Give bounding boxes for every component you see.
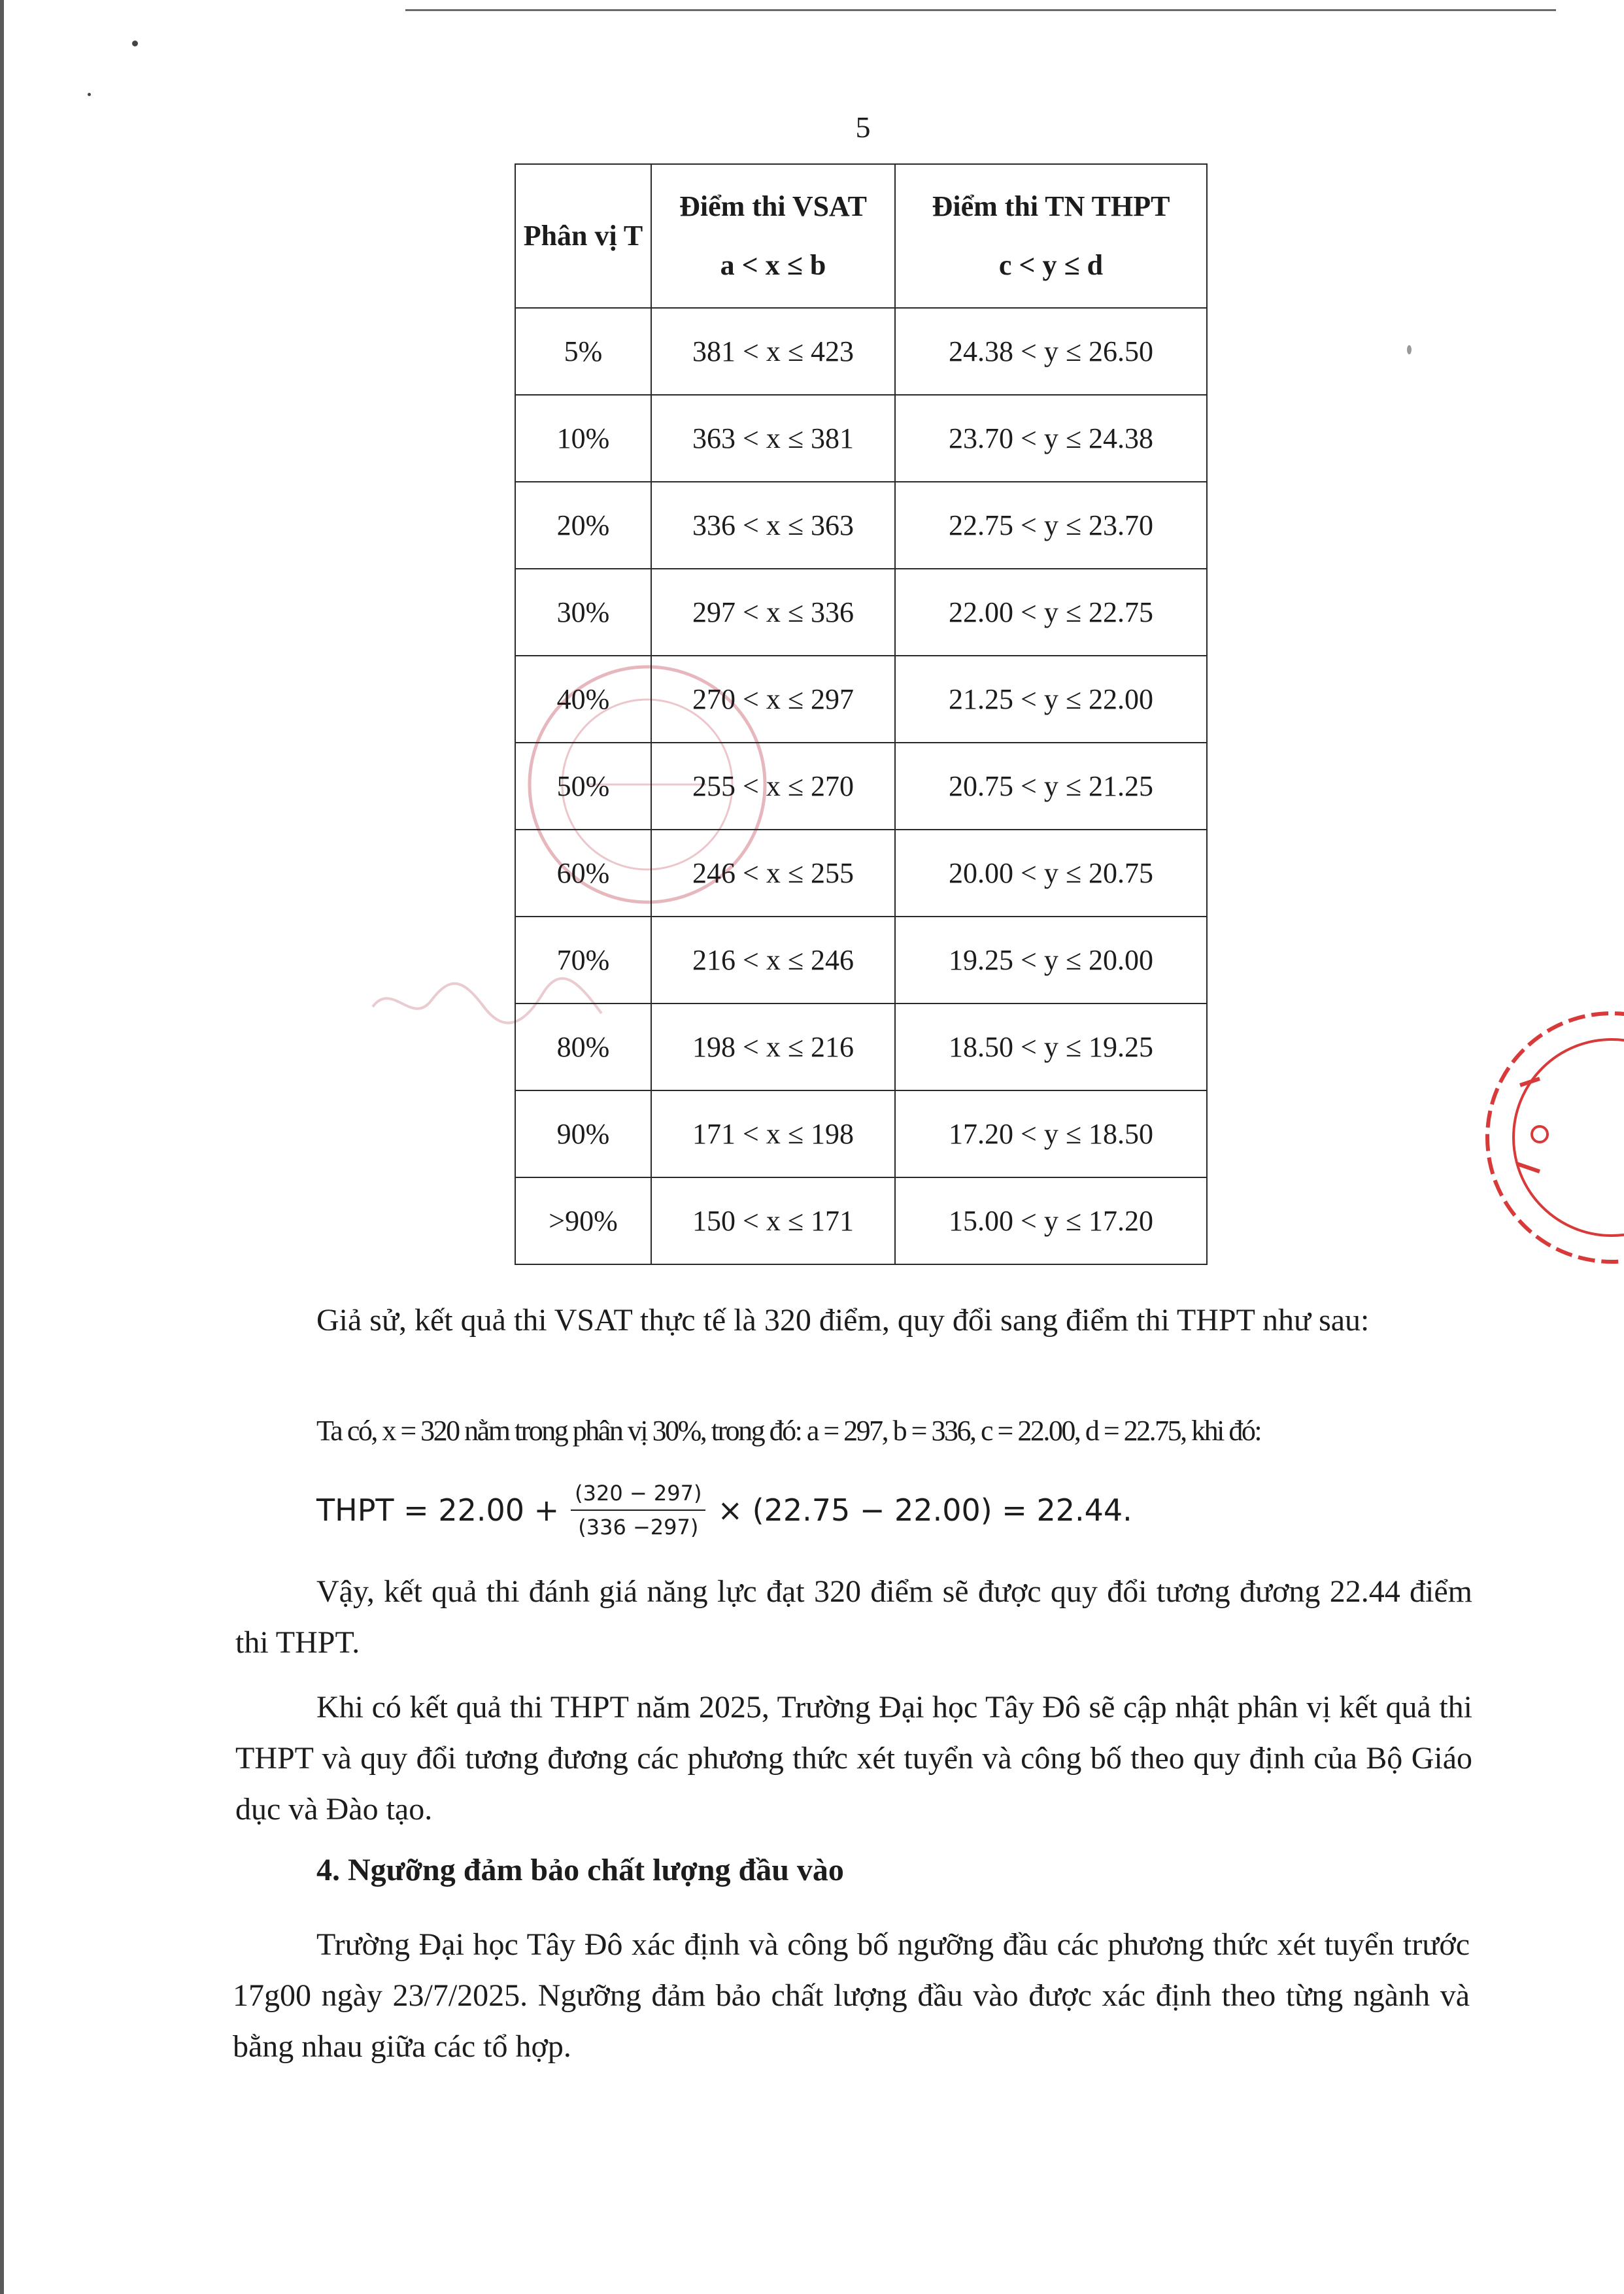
percentile-cell: >90% [515, 1177, 651, 1264]
page-number: 5 [855, 110, 871, 144]
thpt-range-cell: 17.20 < y ≤ 18.50 [895, 1090, 1207, 1177]
scan-speck [132, 41, 138, 46]
percentile-cell: 70% [515, 917, 651, 1004]
thpt-range-cell: 22.75 < y ≤ 23.70 [895, 482, 1207, 569]
header-thpt: Điểm thi TN THPT c < y ≤ d [895, 164, 1207, 308]
table-header-row [515, 164, 1207, 308]
formula-numerator: (320 − 297) [571, 1481, 705, 1511]
scan-speck [1407, 345, 1412, 354]
percentile-cell: 30% [515, 569, 651, 656]
vsat-range-cell: 216 < x ≤ 246 [651, 917, 895, 1004]
vsat-range-cell: 381 < x ≤ 423 [651, 308, 895, 395]
conclusion-paragraph: Vậy, kết quả thi đánh giá năng lực đạt 320 điểm sẽ được quy đổi tương đương 22.44 điểm thi THPT. [235, 1574, 1472, 1660]
table-row [515, 395, 1207, 482]
percentile-cell: 80% [515, 1004, 651, 1090]
table-row [515, 830, 1207, 917]
vsat-range-cell: 246 < x ≤ 255 [651, 830, 895, 917]
vsat-range-cell: 171 < x ≤ 198 [651, 1090, 895, 1177]
table-row [515, 917, 1207, 1004]
percentile-cell: 20% [515, 482, 651, 569]
example-paragraph: Giả sử, kết quả thi VSAT thực tế là 320 điểm, quy đổi sang điểm thi THPT như sau: [316, 1303, 1370, 1338]
percentile-table [515, 163, 1208, 1265]
scan-speck [88, 93, 91, 96]
official-stamp-icon [1442, 1000, 1624, 1281]
section-heading: 4. Ngưỡng đảm bảo chất lượng đầu vào [316, 1853, 844, 1887]
formula-lhs: THPT = 22.00 + [316, 1493, 560, 1528]
vsat-range-cell: 198 < x ≤ 216 [651, 1004, 895, 1090]
thpt-range-cell: 20.00 < y ≤ 20.75 [895, 830, 1207, 917]
vsat-range-cell: 363 < x ≤ 381 [651, 395, 895, 482]
table-row [515, 743, 1207, 830]
thpt-range-cell: 19.25 < y ≤ 20.00 [895, 917, 1207, 1004]
scan-top-line [405, 9, 1556, 11]
vsat-range-cell: 270 < x ≤ 297 [651, 656, 895, 743]
header-vsat: Điểm thi VSAT a < x ≤ b [651, 164, 895, 308]
update-paragraph: Khi có kết quả thi THPT năm 2025, Trường Đại học Tây Đô sẽ cập nhật phân vị kết quả thi THPT và quy đổi tương đương các phương thức xét tuyển và công bố theo quy định của Bộ Giáo dục và Đào tạo. [235, 1690, 1472, 1827]
table-row [515, 1004, 1207, 1090]
table-row [515, 482, 1207, 569]
vsat-range-cell: 297 < x ≤ 336 [651, 569, 895, 656]
vsat-range-cell: 150 < x ≤ 171 [651, 1177, 895, 1264]
percentile-cell: 60% [515, 830, 651, 917]
percentile-cell: 40% [515, 656, 651, 743]
percentile-cell: 10% [515, 395, 651, 482]
threshold-paragraph: Trường Đại học Tây Đô xác định và công bố ngưỡng đầu các phương thức xét tuyển trước 17g00 ngày 23/7/2025. Ngưỡng đảm bảo chất lượng đầu vào được xác định theo từng ngành và bằng nhau giữa các tổ hợp. [233, 1927, 1470, 2064]
thpt-range-cell: 18.50 < y ≤ 19.25 [895, 1004, 1207, 1090]
conversion-formula [316, 1468, 1132, 1553]
scan-edge [0, 0, 4, 2294]
table-row [515, 656, 1207, 743]
header-percentile: Phân vị T [515, 164, 651, 308]
thpt-range-cell: 21.25 < y ≤ 22.00 [895, 656, 1207, 743]
percentile-cell: 90% [515, 1090, 651, 1177]
vsat-range-cell: 255 < x ≤ 270 [651, 743, 895, 830]
table-row [515, 569, 1207, 656]
formula-rhs: × (22.75 − 22.00) = 22.44. [717, 1493, 1132, 1528]
thpt-range-cell: 22.00 < y ≤ 22.75 [895, 569, 1207, 656]
thpt-range-cell: 15.00 < y ≤ 17.20 [895, 1177, 1207, 1264]
formula-fraction [571, 1481, 705, 1540]
thpt-range-cell: 20.75 < y ≤ 21.25 [895, 743, 1207, 830]
percentile-cell: 5% [515, 308, 651, 395]
percentile-cell: 50% [515, 743, 651, 830]
thpt-range-cell: 24.38 < y ≤ 26.50 [895, 308, 1207, 395]
thpt-range-cell: 23.70 < y ≤ 24.38 [895, 395, 1207, 482]
table-row [515, 308, 1207, 395]
given-values-line: Ta có, x = 320 nằm trong phân vị 30%, trong đó: a = 297, b = 336, c = 22.00, d = 22.75, khi đó: [316, 1415, 1261, 1447]
table-row [515, 1090, 1207, 1177]
formula-denominator: (336 −297) [578, 1515, 699, 1540]
vsat-range-cell: 336 < x ≤ 363 [651, 482, 895, 569]
table-row [515, 1177, 1207, 1264]
